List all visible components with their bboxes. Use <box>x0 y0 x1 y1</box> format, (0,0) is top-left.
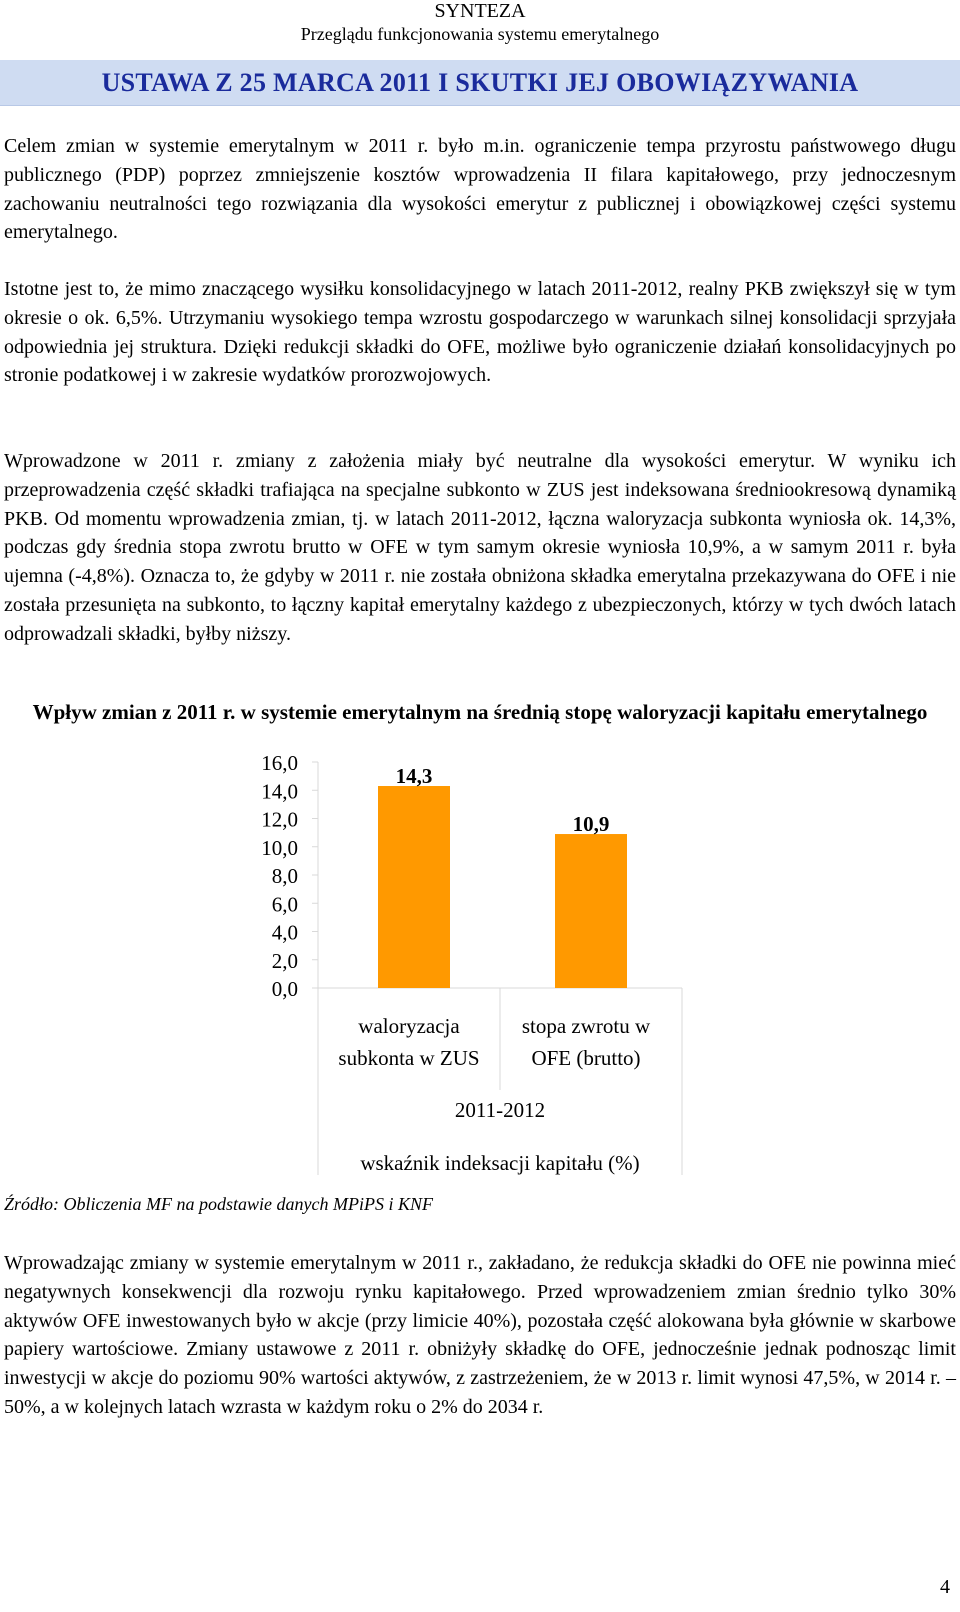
page-number: 4 <box>940 1576 950 1598</box>
y-tick-label: 6,0 <box>271 892 298 917</box>
x-axis-title: wskaźnik indeksacji kapitału (%) <box>360 1151 640 1175</box>
header-title: SYNTEZA <box>434 0 526 22</box>
y-tick-label: 8,0 <box>271 864 298 888</box>
bar-data-label: 10,9 <box>572 812 610 837</box>
x-category-label: waloryzacja <box>358 1014 460 1038</box>
y-tick-label: 2,0 <box>271 948 298 973</box>
x-category-label: subkonta w ZUS <box>338 1046 480 1070</box>
paragraph-3: Wprowadzone w 2011 r. zmiany z założenia miały być neutralne dla wysokości emerytur. W wyniku ich przeprowadzenia część składki trafiająca na specjalne subkonto w ZUS jest indeksowana średniookresową dynamiką PKB. Od momentu wprowadzenia zmian, tj. w latach 2011-2012, łączna waloryzacja subkonta wyniosła ok. 14,3%, podczas gdy średnia stopa zwrotu brutto w OFE w tym samym okresie wyniosła 10,9%, a w samym 2011 r. była ujemna (-4,8%). Oznacza to, że gdyby w 2011 r. nie została obniżona składka emerytalna przekazywana do OFE i nie została przesunięta na subkonto, to łączny kapitał emerytalny każdego z ubezpieczonych, którzy w tych dwóch latach odprowadzali składki, byłby niższy. <box>4 450 956 645</box>
chart-title: Wpływ zmian z 2011 r. w systemie emerytalnym na średnią stopę waloryzacji kapitału emerytalnego <box>32 700 928 724</box>
bar-data-label: 14,3 <box>395 764 433 789</box>
x-group-label: 2011-2012 <box>454 1098 546 1122</box>
y-tick-label: 12,0 <box>261 807 298 832</box>
y-tick-label: 0,0 <box>271 977 298 1001</box>
paragraph-2: Istotne jest to, że mimo znaczącego wysiłku konsolidacyjnego w latach 2011-2012, realny PKB zwiększył się w tym okresie o ok. 6,5%. Utrzymaniu wysokiego tempa wzrostu gospodarczego w warunkach silnej konsolidacji sprzyjała odpowiednia jej struktura. Dzięki redukcji składki do OFE, możliwe było ograniczenie działań konsolidacyjnych po stronie podatkowej i w zakresie wydatków prorozwojowych. <box>4 278 956 387</box>
section-title: USTAWA Z 25 MARCA 2011 I SKUTKI JEJ OBOWIĄZYWANIA <box>101 68 859 97</box>
paragraph-1: Celem zmian w systemie emerytalnym w 2011 r. było m.in. ograniczenie tempa przyrostu państwowego długu publicznego (PDP) poprzez zmniejszenie kosztów wprowadzenia II filara kapitałowego, przy jednoczesnym zachowaniu neutralności tego rozwiązania dla wysokości emerytur z publicznej i obowiązkowej części systemu emerytalnego. <box>4 135 956 244</box>
bar <box>555 834 627 988</box>
x-category-label: stopa zwrotu w <box>521 1014 651 1038</box>
y-tick-label: 14,0 <box>261 779 298 804</box>
source-note: Źródło: Obliczenia MF na podstawie danych MPiPS i KNF <box>4 1194 433 1214</box>
bar <box>378 786 450 988</box>
x-category-label: OFE (brutto) <box>531 1046 641 1070</box>
header-subtitle: Przeglądu funkcjonowania systemu emerytalnego <box>300 24 660 44</box>
y-tick-label: 10,0 <box>261 835 298 860</box>
paragraph-4: Wprowadzając zmiany w systemie emerytalnym w 2011 r., zakładano, że redukcja składki do OFE nie powinna mieć negatywnych konsekwencji dla rozwoju rynku kapitałowego. Przed wprowadzeniem zmian średnio tylko 30% aktywów OFE inwestowanych było w akcje (przy limicie 40%), pozostała część alokowana była głównie w skarbowe papiery wartościowe. Zmiany ustawowe z 2011 r. obniżyły składkę do OFE, jednocześnie jednak podnosząc limit inwestycji w akcje do poziomu 90% wartości aktywów, z zastrzeżeniem, że w 2013 r. limit wynosi 47,5%, w 2014 r. – 50%, a w kolejnych latach wzrasta w każdym roku o 2% do 2034 r. <box>4 1252 956 1418</box>
y-tick-label: 4,0 <box>271 920 298 945</box>
y-tick-label: 16,0 <box>261 751 298 775</box>
